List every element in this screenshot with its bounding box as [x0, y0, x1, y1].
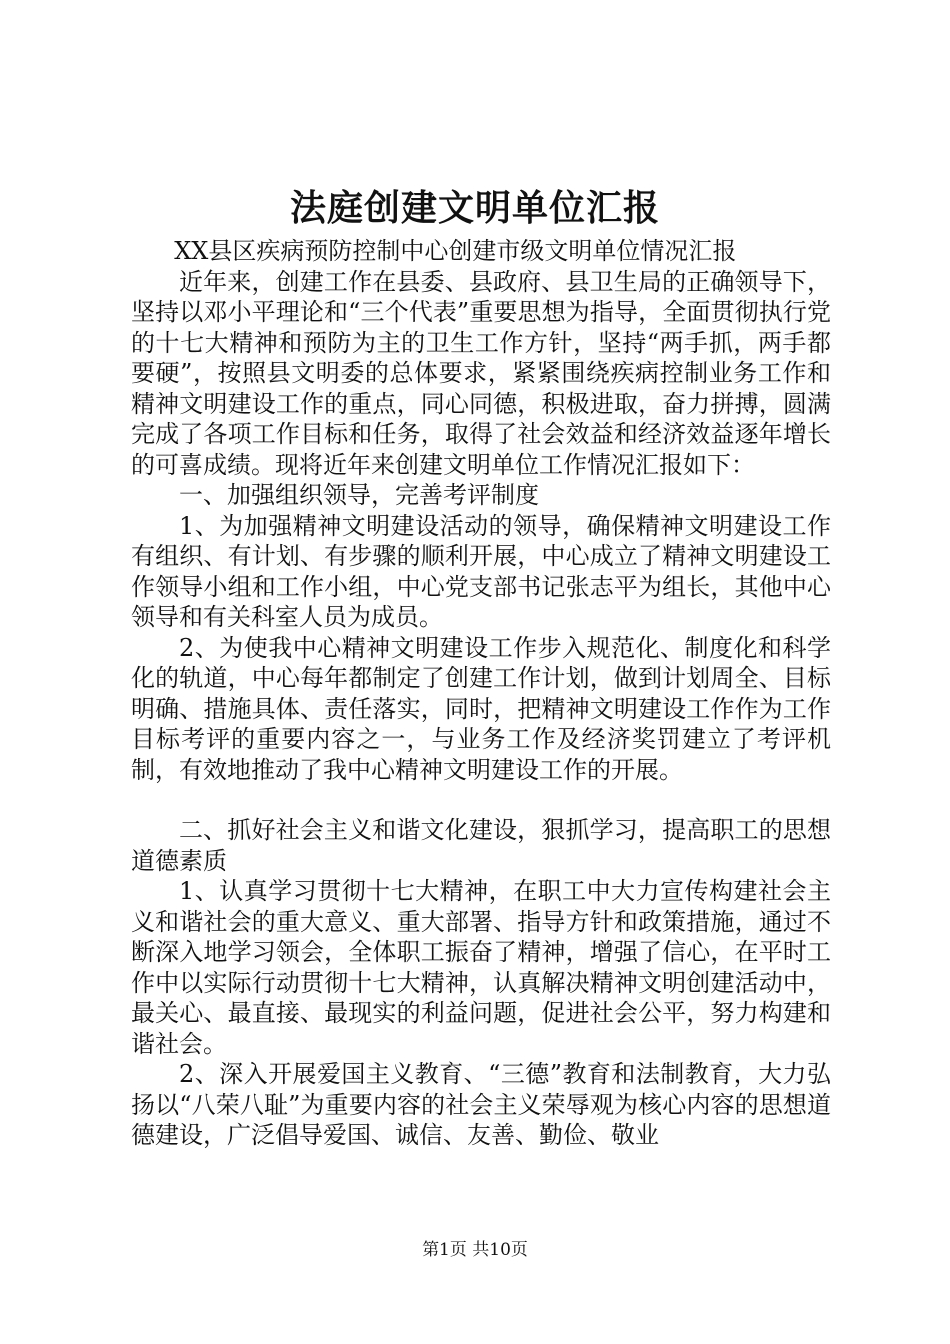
section-heading-2: 二、抓好社会主义和谐文化建设，狠抓学习，提高职工的思想道德素质	[131, 816, 831, 875]
document-title: 法庭创建文明单位汇报	[289, 187, 660, 229]
page-footer: 第1页 共10页	[422, 1240, 528, 1260]
document-body	[131, 236, 831, 1151]
section-2-item-2: 2、深入开展爱国主义教育、“三德”教育和法制教育，大力弘扬以“八荣八耻”为重要内容的社会主义荣辱观为核心内容的思想道德建设，广泛倡导爱国、诚信、友善、勤俭、敬业	[131, 1060, 831, 1149]
section-heading-1: 一、加强组织领导，完善考评制度	[179, 481, 539, 509]
section-2-item-1: 1、认真学习贯彻十七大精神，在职工中大力宣传构建社会主义和谐社会的重大意义、重大部署、指导方针和政策措施，通过不断深入地学习领会，全体职工振奋了精神，增强了信心，在平时工作中以实际行动贯彻十七大精神，认真解决精神文明创建活动中，最关心、最直接、最现实的利益问题，促进社会公平，努力构建和谐社会。	[131, 877, 831, 1058]
section-1-item-2: 2、为使我中心精神文明建设工作步入规范化、制度化和科学化的轨道，中心每年都制定了创建工作计划，做到计划周全、目标明确、措施具体、责任落实，同时，把精神文明建设工作作为工作目标考评的重要内容之一，与业务工作及经济奖罚建立了考评机制，有效地推动了我中心精神文明建设工作的开展。	[131, 633, 831, 784]
section-1-item-1: 1、为加强精神文明建设活动的领导，确保精神文明建设工作有组织、有计划、有步骤的顺利开展，中心成立了精神文明建设工作领导小组和工作小组，中心党支部书记张志平为组长，其他中心领导和有关科室人员为成员。	[131, 511, 831, 631]
intro-paragraph: 近年来，创建工作在县委、县政府、县卫生局的正确领导下，坚持以邓小平理论和“三个代表”重要思想为指导，全面贯彻执行党的十七大精神和预防为主的卫生工作方针，坚持“两手抓，两手都要硬”，按照县文明委的总体要求，紧紧围绕疾病控制业务工作和精神文明建设工作的重点，同心同德，积极进取，奋力拼搏，圆满完成了各项工作目标和任务，取得了社会效益和经济效益逐年增长的可喜成绩。现将近年来创建文明单位工作情况汇报如下：	[131, 267, 831, 479]
subtitle-paragraph: XX县区疾病预防控制中心创建市级文明单位情况汇报	[174, 237, 737, 265]
